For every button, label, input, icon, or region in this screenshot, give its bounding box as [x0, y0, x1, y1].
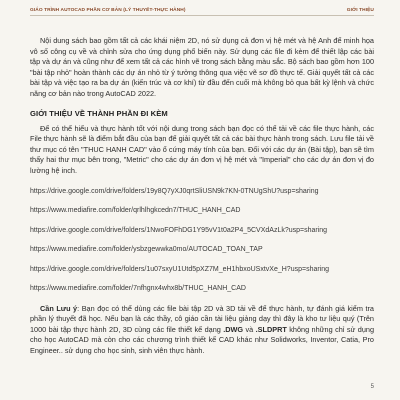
running-header: [30, 8, 374, 16]
download-links: [30, 187, 374, 295]
file-extension-sldprt: .SLDPRT: [255, 324, 287, 334]
download-link[interactable]: https://www.mediafire.com/folder/ysbzgewwka0mo/AUTOCAD_TOAN_TAP: [30, 246, 263, 254]
note-text-middle: và: [243, 324, 256, 334]
header-section-name: GIỚI THIỆU: [346, 8, 374, 13]
section-title: GIỚI THIỆU VỀ THÀNH PHẦN ĐI KÈM: [30, 108, 168, 118]
download-link[interactable]: https://drive.google.com/drive/folders/19y8Q7yXJ0qrtSliUSN9k7KN-0TNUgShU?usp=sharing: [30, 187, 319, 195]
download-link[interactable]: https://drive.google.com/drive/folders/1u07sxyU1Utd5pXZ7M_eH1hbxoUSxtvXe_H?usp=sharing: [30, 265, 330, 273]
download-link[interactable]: https://www.mediafire.com/folder/7nfhgnx4whx8b/THUC_HANH_CAD: [30, 285, 246, 293]
download-link[interactable]: https://www.mediafire.com/folder/qrlhlhgkcedn7/THUC_HANH_CAD: [30, 207, 241, 215]
note-text-before: : Bạn đọc có thể dùng các file bài tập 2D và 3D tải về để thực hành, tự đánh giá kiểm tra phần lý thuyết đã học. Nếu bạn là các thầy, cô giáo cần tài liệu giảng dạy thì đây là kho tư liệu quý (Trên 1000 bài tập thực hành 2D, 3D cùng các file thiết kế dạng: [30, 303, 374, 334]
note-label: Cần Lưu ý: [40, 303, 78, 313]
download-link[interactable]: https://drive.google.com/drive/folders/1NwoFOFhDG1Y95vV1t0a2P4_5CVXdAzLk?usp=sharing: [30, 226, 328, 234]
note-text-after: không những chỉ sử dụng cho học AutoCAD mà còn cho các chương trình thiết kế CAD khác như Solidworks, Inventor, Catia, Pro Engineer.. sử dụng cho học sinh, sinh viên thực hành.: [30, 324, 375, 355]
intro-paragraph: Nội dung sách bao gồm tất cả các khái niệm 2D, nó sử dụng cả đơn vị hệ mét và hệ Anh để minh họa vô số công cụ về và chỉnh sửa cho ứng dụng phổ biến này. Sử dụng các file đi kèm để thiết lập các bài tập và dự án và cũng như để xem tất cả các hình vẽ trong sách bằng màu sắc. Bộ sách bao gồm hơn 100 "bài tập nhỏ" hoàn thành các dự án nhỏ từ ý tưởng thông qua việc vẽ sơ đồ thực tế. Giải quyết tất cả các bài tập và việc tạo ra ba dự án (kiến trúc và cơ khí) từ đầu đến cuối mà không bỏ qua bất kỳ lệnh và chức năng cơ bản nào trong AutoCAD 2022.: [30, 36, 374, 98]
file-extension-dwg: .DWG: [223, 324, 244, 334]
page-number: 5: [370, 384, 374, 390]
note-paragraph: [30, 304, 374, 357]
header-book-title: GIÁO TRÌNH AUTOCAD PHẦN CƠ BẢN (LÝ THUYẾT-THỰC HÀNH): [30, 8, 186, 13]
companion-paragraph: Để có thể hiểu và thực hành tốt với nội dung trong sách bạn đọc có thể tải về các file thực hành, các File thực hành sẽ là điểm bắt đầu của bạn để giải quyết tất cả các bài thực hành trong sách. Lưu file tải về thư mục có tên "THUC HANH CAD" vào ổ cứng máy tính của bạn. Đối với các dự án (Bài tập), bạn sẽ tìm thấy hai thư mục bên trong, "Metric" cho các dự án đơn vị hệ mét và "Imperial" cho các dự án đơn vị đo lường hệ inch.: [30, 123, 374, 175]
